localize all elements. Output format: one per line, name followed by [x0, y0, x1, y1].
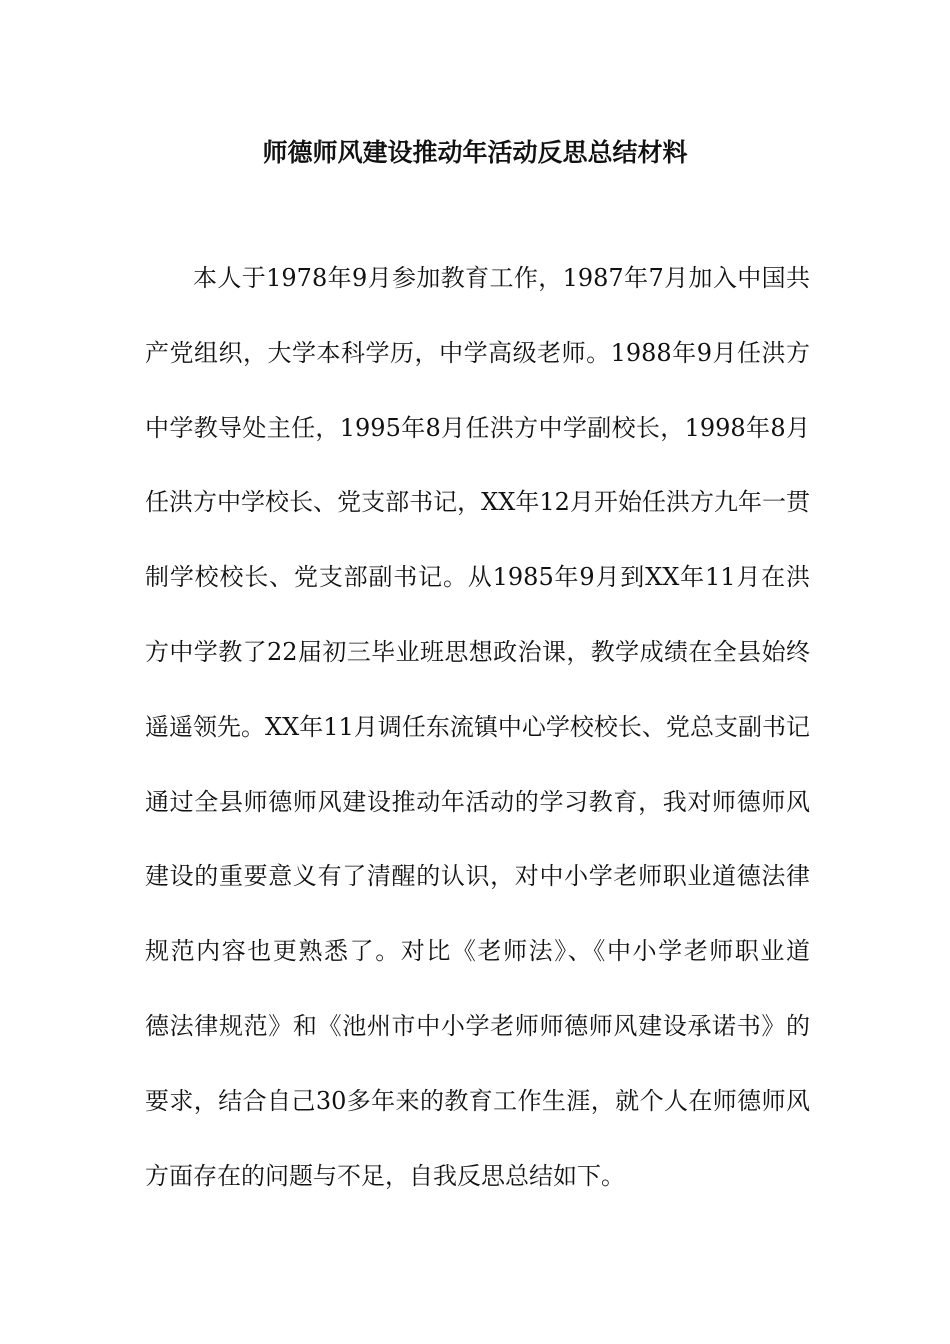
body-line: 方中学教了22届初三毕业班思想政治课，教学成绩在全县始终	[145, 637, 810, 666]
body-line: 遥遥领先。XX年11月调任东流镇中心学校校长、党总支副书记	[145, 712, 810, 741]
body-line: 任洪方中学校长、党支部书记，XX年12月开始任洪方九年一贯	[145, 488, 810, 517]
body-line: 建设的重要意义有了清醒的认识，对中小学老师职业道德法律	[145, 862, 810, 891]
body-line: 制学校校长、党支部副书记。从1985年9月到XX年11月在洪	[145, 563, 810, 592]
body-line: 产党组织，大学本科学历，中学高级老师。1988年9月任洪方	[145, 338, 810, 367]
body-line: 规范内容也更熟悉了。对比《老师法》、《中小学老师职业道	[145, 937, 810, 966]
document-body	[145, 258, 810, 1230]
body-line: 中学教导处主任，1995年8月任洪方中学副校长，1998年8月	[145, 413, 810, 442]
body-line: 要求，结合自己30多年来的教育工作生涯，就个人在师德师风	[145, 1086, 810, 1115]
document-title: 师德师风建设推动年活动反思总结材料	[262, 138, 688, 167]
body-line: 德法律规范》和《池州市中小学老师师德师风建设承诺书》的	[145, 1011, 810, 1040]
body-line: 方面存在的问题与不足，自我反思总结如下。	[145, 1161, 625, 1190]
body-line: 本人于1978年9月参加教育工作，1987年7月加入中国共	[193, 264, 810, 292]
body-line: 通过全县师德师风建设推动年活动的学习教育，我对师德师风	[145, 787, 810, 816]
